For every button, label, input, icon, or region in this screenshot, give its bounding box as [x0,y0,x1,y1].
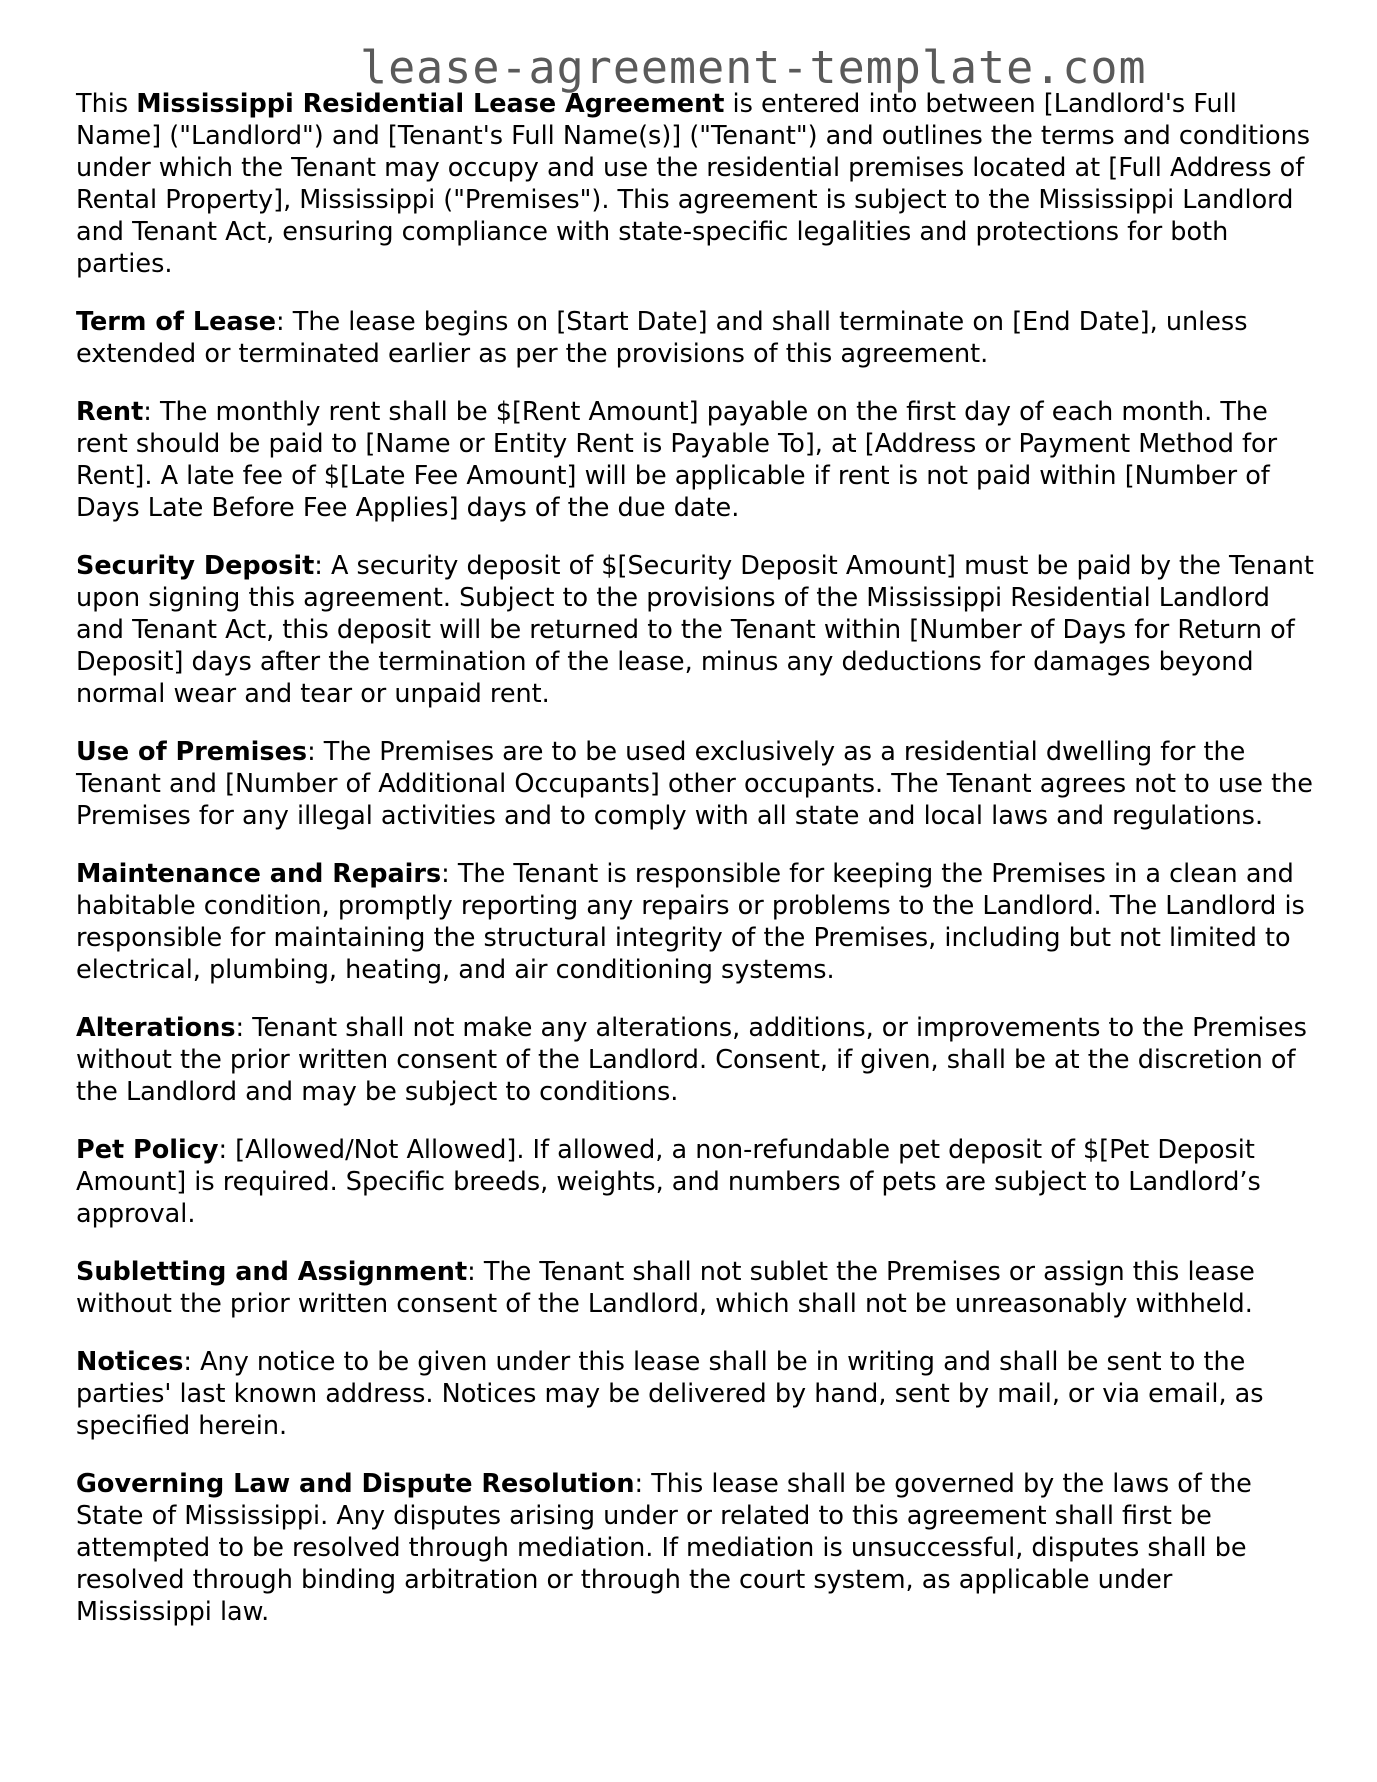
intro-paragraph [76,88,1316,280]
section-governing-law [76,1468,1316,1628]
section-text: : This lease shall be governed by the laws of the State of Mississippi. Any disputes arising under or related to this agreement shall first be attempted to be resolved through mediation. If mediation is unsuccessful, disputes shall be resolved through binding arbitration or through the court system, as applicable under Mississippi law. [76,1469,1252,1627]
section-text: : A security deposit of $[Security Deposit Amount] must be paid by the Tenant upon signing this agreement. Subject to the provisions of the Mississippi Residential Landlord and Tenant Act, this deposit will be returned to the Tenant within [Number of Days for Return of Deposit] days after the termination of the lease, minus any deductions for damages beyond normal wear and tear or unpaid rent. [76,551,1314,709]
section-security-deposit [76,550,1316,710]
section-rent [76,396,1316,524]
section-heading: Governing Law and Dispute Resolution [76,1469,635,1499]
intro-prefix: This [76,89,137,119]
section-text: : The lease begins on [Start Date] and shall terminate on [End Date], unless extended or terminated earlier as per the provisions of this agreement. [76,307,1248,369]
section-heading: Term of Lease [76,307,277,337]
section-pet-policy [76,1134,1316,1230]
section-subletting-and-assignment [76,1256,1316,1320]
intro-text: is entered into between [Landlord's Full Name] ("Landlord") and [Tenant's Full Name(s)] ("Tenant") and outlines the terms and conditions under which the Tenant may occupy and use the residential premises located at [Full Address of Rental Property], Mississippi ("Premises"). This agreement is subject to the Mississippi Landlord and Tenant Act, ensuring compliance with state-specific legalities and protections for both parties. [76,89,1311,279]
watermark: lease-agreement-template.com [360,41,1147,94]
section-heading: Security Deposit [76,551,315,581]
section-text: : [Allowed/Not Allowed]. If allowed, a non-refundable pet deposit of $[Pet Deposit Amount] is required. Specific breeds, weights, and numbers of pets are subject to Landlord’s approval. [76,1135,1261,1229]
section-text: : The Tenant is responsible for keeping the Premises in a clean and habitable condition, promptly reporting any repairs or problems to the Landlord. The Landlord is responsible for maintaining the structural integrity of the Premises, including but not limited to electrical, plumbing, heating, and air conditioning systems. [76,859,1305,985]
section-text: : The monthly rent shall be $[Rent Amount] payable on the first day of each month. The rent should be paid to [Name or Entity Rent is Payable To], at [Address or Payment Method for Rent]. A late fee of $[Late Fee Amount] will be applicable if rent is not paid within [Number of Days Late Before Fee Applies] days of the due date. [76,397,1278,523]
agreement-title: Mississippi Residential Lease Agreement [136,89,725,119]
section-notices [76,1346,1316,1442]
section-text: : Any notice to be given under this lease shall be in writing and shall be sent to the parties' last known address. Notices may be delivered by hand, sent by mail, or via email, as specified herein. [76,1347,1264,1441]
section-maintenance-and-repairs [76,858,1316,986]
section-text: : Tenant shall not make any alterations, additions, or improvements to the Premises without the prior written consent of the Landlord. Consent, if given, shall be at the discretion of the Landlord and may be subject to conditions. [76,1013,1307,1107]
section-heading: Rent [76,397,144,427]
section-heading: Alterations [76,1013,236,1043]
section-text: : The Tenant shall not sublet the Premises or assign this lease without the prior written consent of the Landlord, which shall not be unreasonably withheld. [76,1257,1255,1319]
section-use-of-premises [76,736,1316,832]
section-text: : The Premises are to be used exclusively as a residential dwelling for the Tenant and [Number of Additional Occupants] other occupants. The Tenant agrees not to use the Premises for any illegal activities and to comply with all state and local laws and regulations. [76,737,1313,831]
lease-document [76,88,1316,1654]
section-term-of-lease [76,306,1316,370]
section-heading: Subletting and Assignment [76,1257,468,1287]
section-heading: Pet Policy [76,1135,219,1165]
section-heading: Notices [76,1347,184,1377]
section-alterations [76,1012,1316,1108]
section-heading: Use of Premises [76,737,308,767]
section-heading: Maintenance and Repairs [76,859,442,889]
